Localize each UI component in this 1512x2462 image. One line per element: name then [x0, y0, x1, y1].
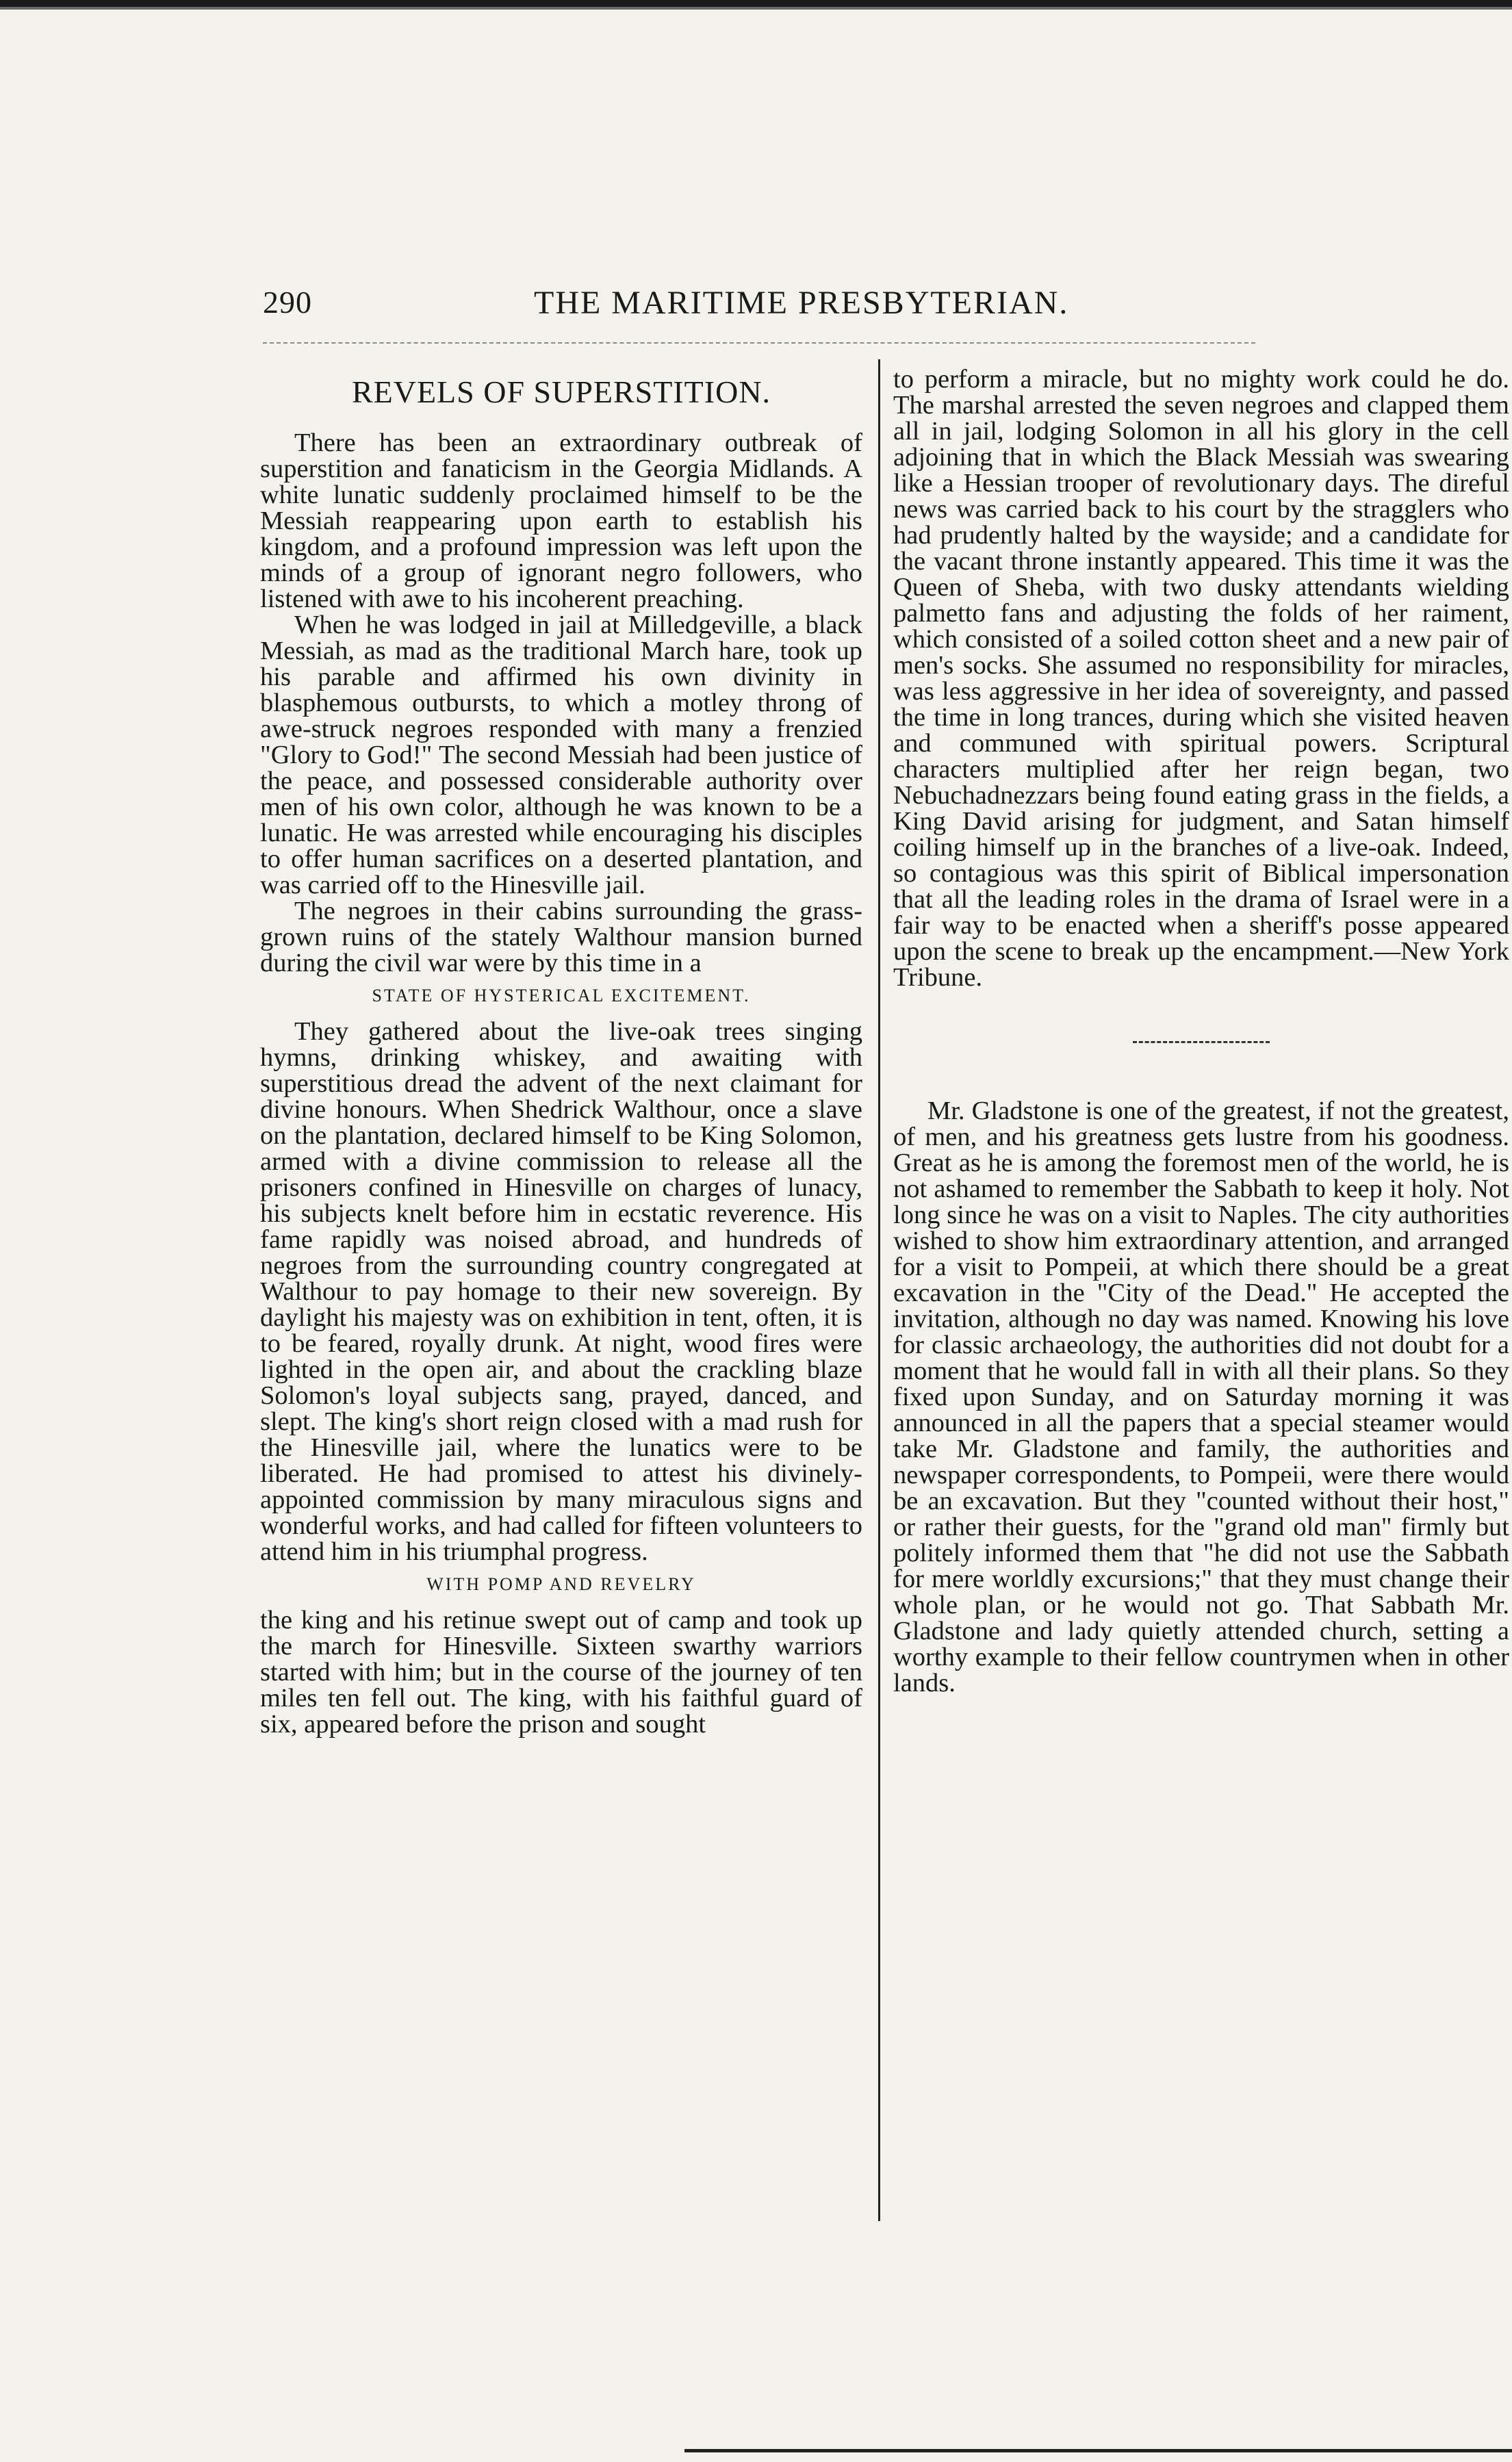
- article-separator: [1133, 1041, 1270, 1043]
- gladstone-paragraph: Mr. Gladstone is one of the greatest, if not the greatest, of men, and his greatness gets lustre from his goodness. Great as he is among the foremost men of the world, he is not ashamed to remember the Sabbath to keep it holy. Not long since he was on a visit to Naples. The city authorities wished to show him extraordinary attention, and arranged for a visit to Pompeii, at which there should be a great excavation in the "City of the Dead." He accepted the invitation, although no day was named. Knowing his love for classic archaeology, the authorities did not doubt for a moment that he would fall in with all their plans. So they fixed upon Sunday, and on Saturday morning it was announced in all the papers that a special steamer would take Mr. Gladstone and family, the authorities and newspaper correspondents, to Pompeii, were there would be an excavation. But they "counted without their host," or rather their guests, for the "grand old man" firmly but politely informed them that "he did not use the Sabbath for mere worldly excursions;" that they must change their whole plan, or he would not go. That Sabbath Mr. Gladstone and lady quietly attended church, setting a worthy example to their fellow countrymen when in other lands.: [893, 1097, 1509, 1697]
- header-rule: [263, 342, 1255, 344]
- article-paragraph: When he was lodged in jail at Milledgeville, a black Messiah, as mad as the traditional March hare, took up his parable and affirmed his own divinity in blasphemous outbursts, to which a motley throng of awe-struck negroes responded with many a frenzied "Glory to God!" The second Messiah had been justice of the peace, and possessed considerable authority over men of his own color, although he was known to be a lunatic. He was arrested while encouraging his disciples to offer human sacrifices on a deserted plantation, and was carried off to the Hinesville jail.: [260, 611, 862, 899]
- article-paragraph: There has been an extraordinary outbreak of superstition and fanaticism in the Georgia Midlands. A white lunatic suddenly proclaimed himself to be the Messiah reappearing upon earth to establish his kingdom, and a profound impression was left upon the minds of a group of ignorant negro followers, who listened with awe to his incoherent preaching.: [260, 428, 862, 613]
- right-column: [893, 363, 1509, 1696]
- article-paragraph: They gathered about the live-oak trees singing hymns, drinking whiskey, and awaiting with superstitious dread the advent of the next claimant for divine honours. When Shedrick Walthour, once a slave on the plantation, declared himself to be King Solomon, armed with a divine commission to release all the prisoners confined in Hinesville on charges of lunacy, his subjects knelt before him in ecstatic reverence. His fame rapidly was noised abroad, and hundreds of negroes from the surrounding country congregated at Walthour to pay homage to their new sovereign. By daylight his majesty was on exhibition in tent, often, it is to be feared, royally drunk. At night, wood fires were lighted in the open air, and about the crackling blaze Solomon's loyal subjects sang, prayed, danced, and slept. The king's short reign closed with a mad rush for the Hinesville jail, where the lunatics were to be liberated. He had promised to attest his divinely-appointed commission by many miraculous signs and wonderful works, and had called for fifteen volunteers to attend him in his triumphal progress.: [260, 1017, 862, 1566]
- bottom-border-rule: [684, 2449, 1512, 2452]
- article-title: REVELS OF SUPERSTITION.: [351, 374, 771, 409]
- article-paragraph: to perform a miracle, but no mighty work could he do. The marshal arrested the seven negroes and clapped them all in jail, lodging Solomon in all his glory in the cell adjoining that in which the Black Messiah was swearing like a Hessian trooper of revolutionary days. The direful news was carried back to his court by the stragglers who had prudently halted by the wayside; and a candidate for the vacant throne instantly appeared. This time it was the Queen of Sheba, with two dusky attendants wielding palmetto fans and adjusting the folds of her raiment, which consisted of a soiled cotton sheet and a new pair of men's socks. She assumed no responsibility for miracles, was less aggressive in her idea of sovereignty, and passed the time in long trances, during which she visited heaven and communed with spiritual powers. Scriptural characters multiplied after her reign began, two Nebuchadnezzars being found eating grass in the fields, a King David arising for judgment, and Satan himself coiling himself up in the branches of a live-oak. Indeed, so contagious was this spirit of Biblical impersonation that all the leading roles in the drama of Israel were in a fair way to be enacted when a sheriff's posse appeared upon the scene to break up the encampment.—New York Tribune.: [893, 365, 1509, 992]
- article-paragraph: The negroes in their cabins surrounding the grass-grown ruins of the stately Walthour mansion burned during the civil war were by this time in a: [260, 897, 862, 977]
- left-column: [260, 363, 862, 1737]
- top-border-rule: [0, 0, 1512, 14]
- journal-title: THE MARITIME PRESBYTERIAN.: [534, 285, 1069, 321]
- article-paragraph: the king and his retinue swept out of camp and took up the march for Hinesville. Sixteen swarthy warriors started with him; but in the course of the journey of ten miles ten fell out. The king, with his faithful guard of six, appeared before the prison and sought: [260, 1606, 862, 1739]
- page-number: 290: [263, 285, 312, 320]
- section-subhead: WITH POMP AND REVELRY: [426, 1574, 696, 1594]
- column-divider: [878, 359, 880, 2221]
- section-subhead: STATE OF HYSTERICAL EXCITEMENT.: [372, 986, 751, 1005]
